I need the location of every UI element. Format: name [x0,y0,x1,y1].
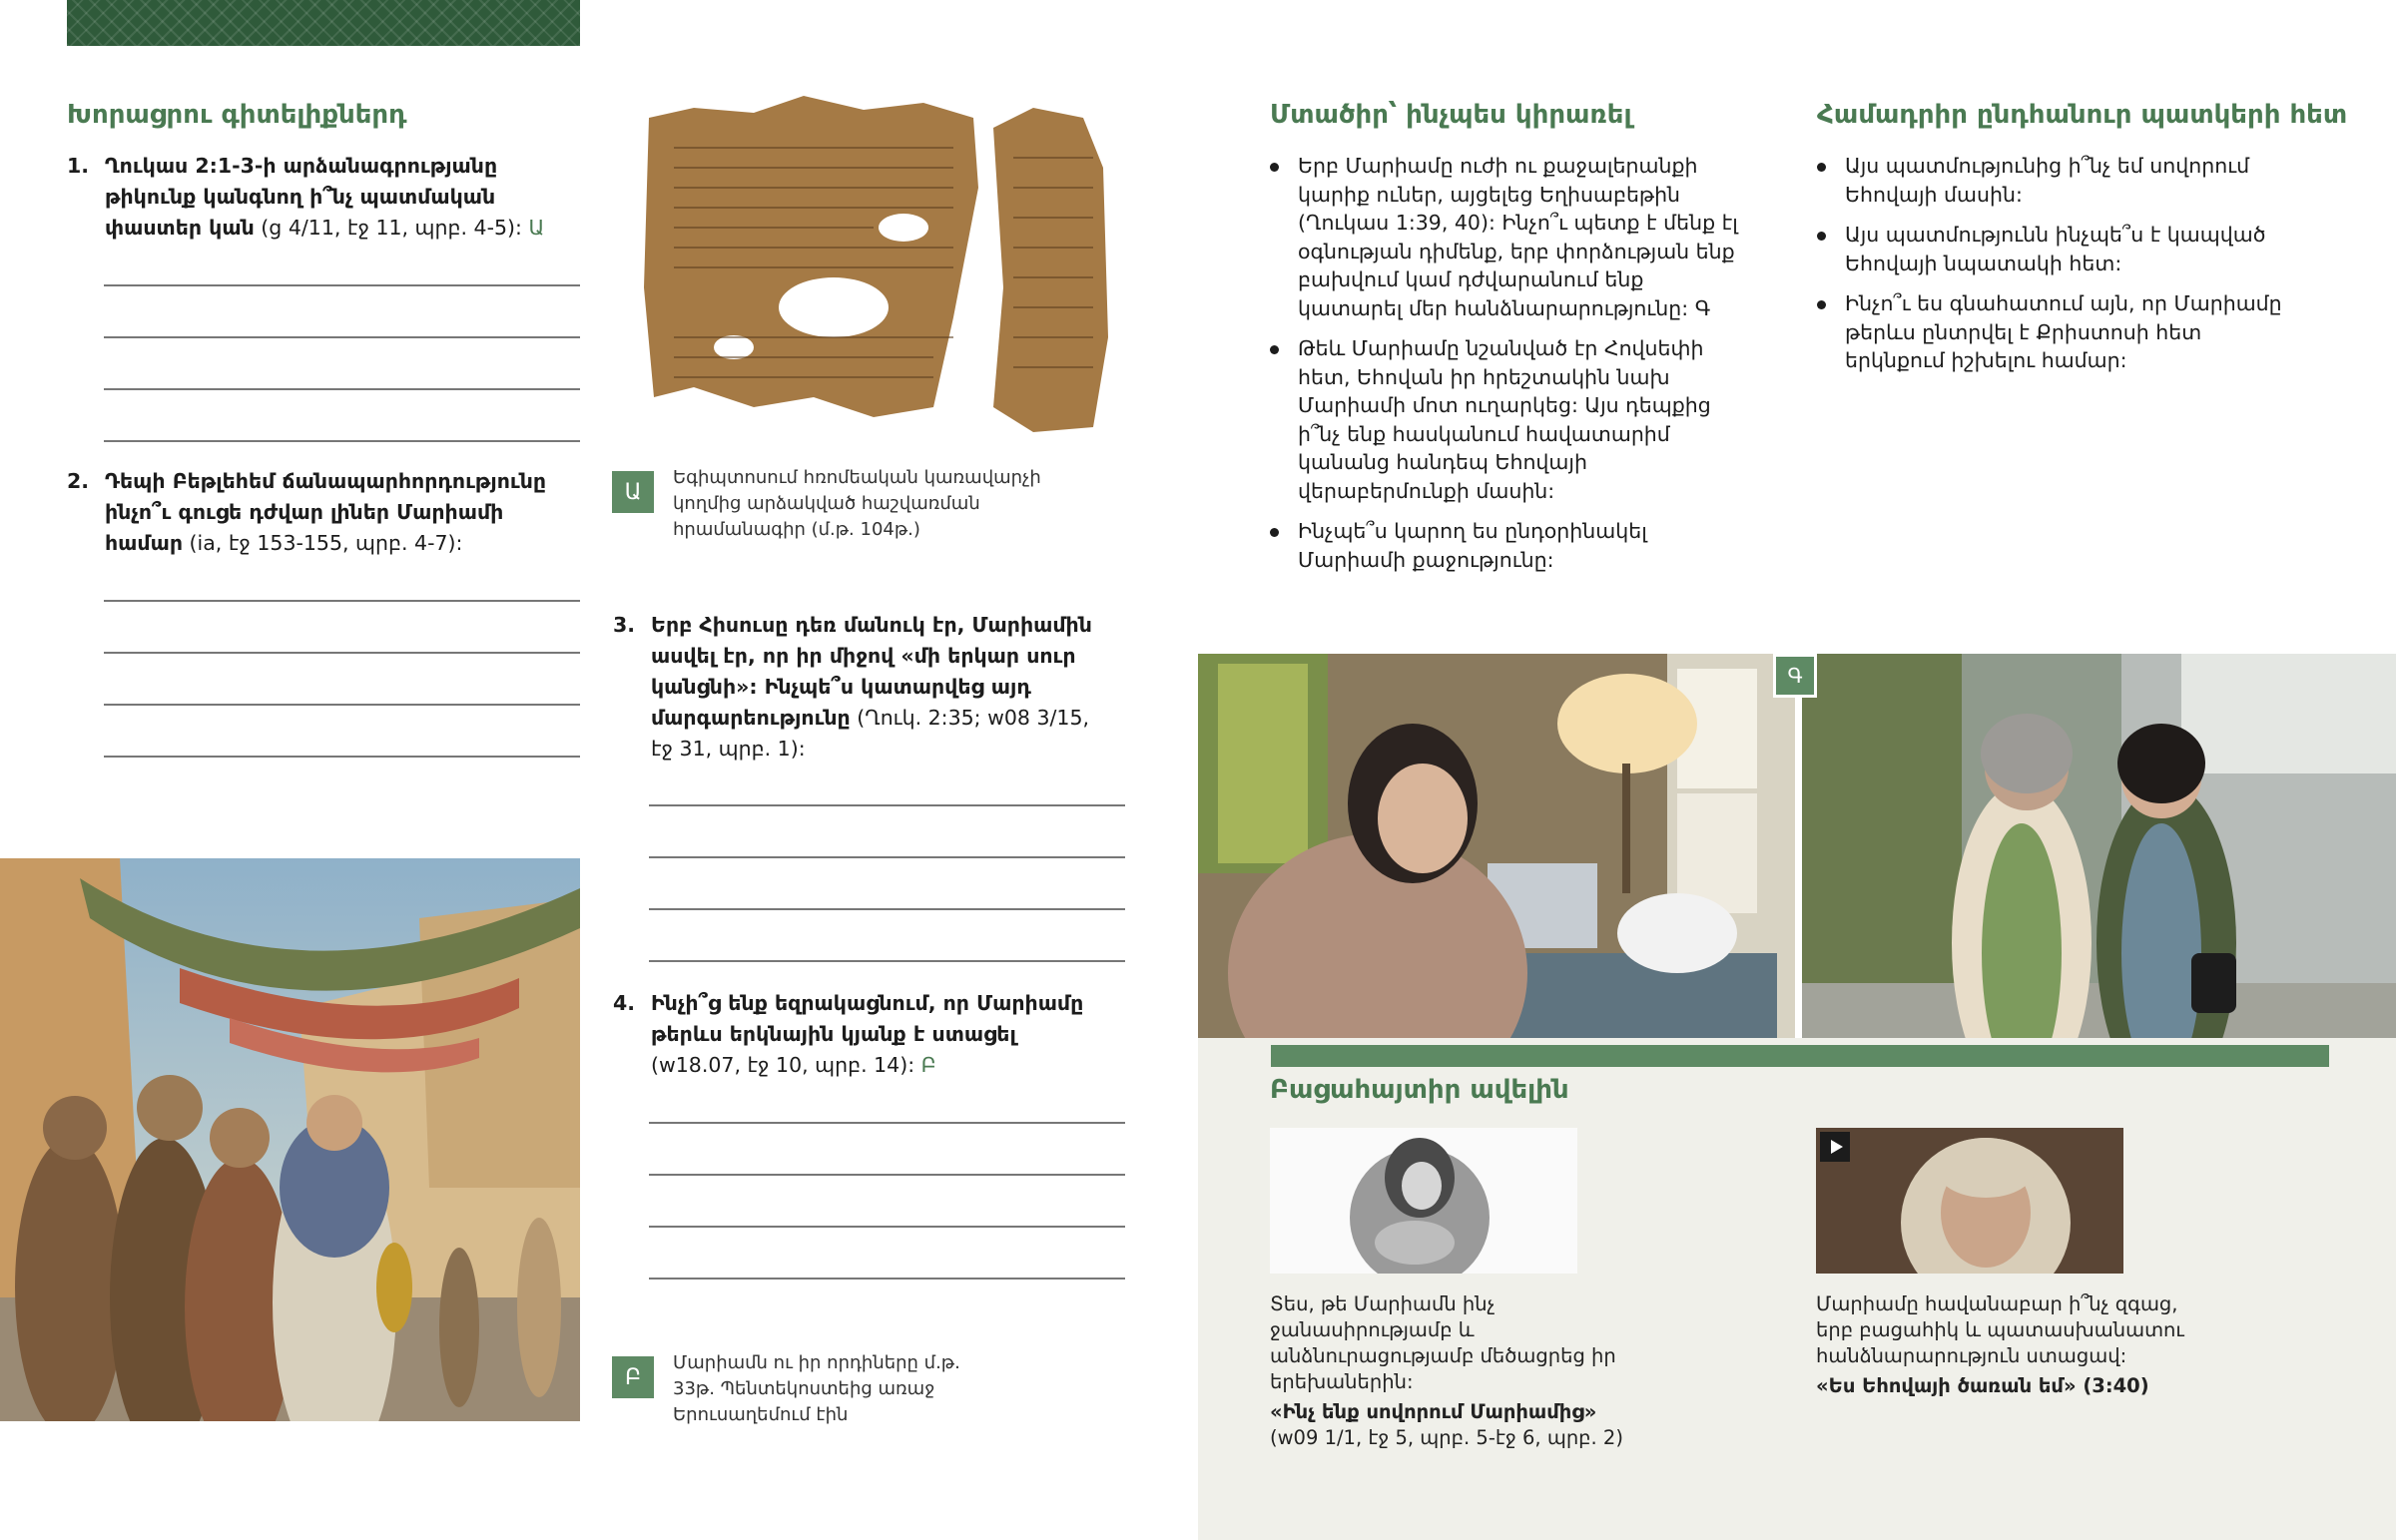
answer-line[interactable] [649,1226,1125,1228]
mary-and-sons-illustration [0,858,580,1421]
explore-item-reference: (w09 1/1, էջ 5, պրբ. 5-էջ 6, պրբ. 2) [1270,1426,1623,1449]
papyrus-caption: Եգիպտոսում հռոմեական կառավարչի կողմից արձակված հաշվառման հրամանագիր (մ.թ. 104թ.) [673,467,1041,540]
section-title-big-picture: Համադրիր ընդհանուր պատկերի հետ [1817,100,2348,130]
explore-item-link[interactable]: «Ինչ ենք սովորում Մարիամից» [1270,1400,1597,1423]
answer-line[interactable] [104,600,580,602]
explore-item-1 [1270,1291,1679,1451]
mary-with-baby-drawing[interactable] [1270,1128,1577,1274]
question-2 [67,466,584,559]
papyrus-image [634,88,1113,437]
answer-line[interactable] [104,756,580,758]
big-picture-item: Ինչո՞ւ ես գնահատում այն, որ Մարիամը թերևս ընտրվել է Քրիստոսի հետ երկնքում իշխելու համար: [1817,289,2296,375]
question-reference: (Ղուկ. 2:35; w08 3/15, էջ 31, պրբ. 1): [651,706,1089,761]
answer-line[interactable] [104,704,580,706]
big-picture-list [1817,152,2296,387]
question-letter-marker: Ա [528,216,545,240]
apply-item: Թեև Մարիամը նշանված էր Հովսեփի հետ, Եհովան իր հրեշտակին նախ Մարիամի մոտ ուղարկեց: Այս դեպքից ի՞նչ ենք հասկանում հավատարիմ կանանց հանդեպ Եհովայի վերաբերմունքի մասին: [1270,334,1749,505]
answer-line[interactable] [649,960,1125,962]
family-caption: Մարիամն ու իր որդիները մ.թ. 33թ. Պենտեկոստեից առաջ Երուսաղեմում էին [673,1352,960,1425]
explore-item-description: Տես, թե Մարիամն ինչ ջանասիրությամբ և անձնուրացությամբ մեծացրեց իր երեխաներին: [1270,1292,1616,1393]
question-1 [67,151,584,244]
answer-line[interactable] [649,908,1125,910]
section-title-deepen: Խորացրու գիտելիքներդ [67,100,407,130]
question-reference: (g 4/11, էջ 11, պրբ. 4-5): [261,216,522,240]
answer-line[interactable] [649,804,1125,806]
question-number: 2. [67,469,90,493]
question-text: Ղուկաս 2:1-3-ի արձանագրությանը թիկունք կանգնող ի՞նչ պատմական փաստեր կան [105,154,498,240]
question-letter-marker: Բ [920,1053,936,1077]
explore-item-link[interactable]: «Ես Եհովայի ծառան եմ» (3:40) [1816,1374,2149,1397]
caption-badge-b: Բ [612,1356,654,1398]
apply-item: Ինչպե՞ս կարող ես ընդօրինակել Մարիամի քաջությունը: [1270,517,1749,574]
explore-panel [1198,1038,2396,1540]
decorative-banner [67,0,580,46]
question-text: Դեպի Բեթլեհեմ ճանապարհորդությունը ինչո՞ւ գուցե դժվար լիներ Մարիամի համար [105,469,547,555]
answer-line[interactable] [649,1174,1125,1176]
question-text: Երբ Հիսուսը դեռ մանուկ էր, Մարիամին ասվել էր, որ իր միջով «մի երկար սուր կանցնի»: Ինչպե՞ս կատարվեց այդ մարգարեությունը [651,613,1092,730]
answer-line[interactable] [104,336,580,338]
answer-line[interactable] [649,1122,1125,1124]
explore-item-description: Մարիամը հավանաբար ի՞նչ զգաց, երբ բացահիկ և պատասխանատու հանձնարարություն ստացավ: [1816,1292,2184,1367]
play-icon[interactable] [1820,1132,1850,1162]
question-reference: (w18.07, էջ 10, պրբ. 14): [651,1053,915,1077]
answer-line[interactable] [104,440,580,442]
explore-header-bar [1271,1045,2329,1067]
question-3 [613,610,1100,765]
answer-line[interactable] [649,856,1125,858]
explore-item-2 [1816,1291,2215,1399]
answer-line[interactable] [104,652,580,654]
question-number: 4. [613,991,636,1015]
question-number: 3. [613,613,636,637]
question-4 [613,988,1100,1081]
answer-line[interactable] [104,388,580,390]
caption-badge-a: Ա [612,471,654,513]
mary-video-thumbnail[interactable] [1816,1128,2123,1274]
woman-at-laptop-photo [1198,654,1795,1038]
section-title-apply: Մտածիր՝ ինչպես կիրառել [1270,100,1632,130]
apply-item: Երբ Մարիամը ուժի ու քաջալերանքի կարիք ուներ, այցելեց Եղիսաբեթին (Ղուկաս 1:39, 40): Ինչո՞ւ պետք է մենք էլ օգնության դիմենք, երբ փորձության ենք բախվում կամ դժվարանում ենք կատարել մեր հանձնարարությունը: Գ [1270,152,1749,322]
photo-badge-g: Գ [1773,654,1817,698]
two-women-talking-photo [1802,654,2396,1038]
answer-line[interactable] [104,284,580,286]
question-reference: (ia, էջ 153-155, պրբ. 4-7): [189,531,463,555]
section-title-explore: Բացահայտիր ավելին [1270,1075,1569,1105]
apply-list [1270,152,1749,586]
big-picture-item: Այս պատմությունից ի՞նչ եմ սովորում Եհովայի մասին: [1817,152,2296,209]
question-text: Ինչի՞ց ենք եզրակացնում, որ Մարիամը թերևս երկնային կյանք է ստացել [651,991,1084,1046]
big-picture-item: Այս պատմությունն ինչպե՞ս է կապված Եհովայի նպատակի հետ: [1817,221,2296,277]
question-number: 1. [67,154,90,178]
answer-line[interactable] [649,1278,1125,1280]
